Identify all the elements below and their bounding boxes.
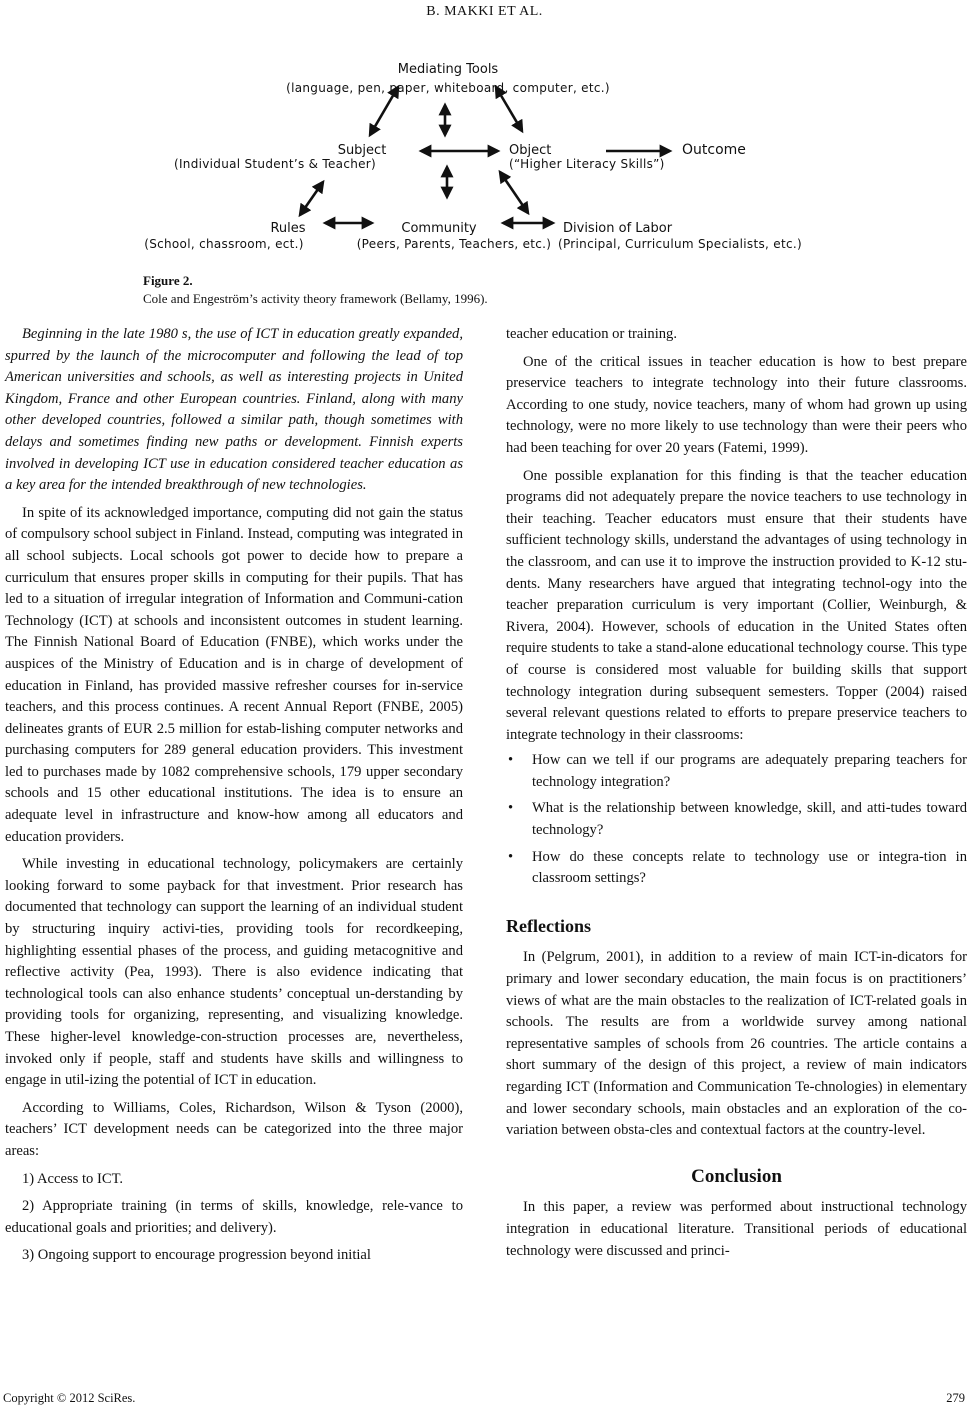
bullet-icon: • xyxy=(508,848,514,865)
section-heading-conclusion: Conclusion xyxy=(691,1165,782,1187)
section-heading-reflections: Reflections xyxy=(506,915,591,936)
list-item-text: How do these concepts relate to technology use or integra-tion in classroom settings? xyxy=(532,848,967,887)
list-item xyxy=(506,750,967,793)
list-item-access: 1) Access to ICT. xyxy=(22,1170,124,1187)
community-title: Community xyxy=(401,221,477,236)
list-item-support: 3) Ongoing support to encourage progression beyond initial xyxy=(22,1247,371,1264)
running-head: B. MAKKI ET AL. xyxy=(426,4,543,19)
bullet-icon: • xyxy=(508,800,514,817)
page-number: 279 xyxy=(946,1391,965,1405)
community-subtitle: (Peers, Parents, Teachers, etc.) xyxy=(356,237,552,251)
body-paragraph: According to Williams, Coles, Richardson, Wilson & Tyson (2000), teachers’ ICT development needs can be categorized into the three major areas: xyxy=(5,1099,463,1159)
bullet-icon: • xyxy=(508,752,514,769)
body-paragraph: One possible explanation for this finding is that the teacher education programs did not adequately prepare the novice teachers to use technology in their teaching. Teacher educators must ensure that their students have sufficient technology skills, understand the advantages of using technology in the classroom, and can use it to improve the instruction provided to K-12 stu-dents. Many researchers have argued that integrating technol-ogy into the teacher preparation curriculum is very important (Collier, Weinburgh, & Rivera, 2004). However, schools of education in the United States often require students to take a stand-alone educational technology course. This type of course is considered most valuable for building skills that support technology integration during subsequent semesters. Topper (2004) raised several relevant questions related to efforts to prepare preservice teachers to integrate technology in their classrooms: xyxy=(506,467,967,743)
figure-label: Figure 2. xyxy=(143,273,193,288)
intro-paragraph: Beginning in the late 1980 s, the use of ICT in education greatly expanded, spurred by the launch of the microcomputer and following the lead of top American universities and schools, as well as interesting projects in United Kingdom, France and other European countries. Finland, along with many other developed countries, followed a similar path, though sometimes with delays and sometimes finding new paths or development. Finnish experts involved in developing ICT use in education considered teacher education as a key area for the intended breakthrough of new technologies. xyxy=(5,326,463,494)
rules-title: Rules xyxy=(270,221,306,236)
right-column xyxy=(506,324,967,1262)
activity-theory-figure xyxy=(140,55,830,265)
list-item xyxy=(506,798,967,841)
mediating-tools-title: Mediating Tools xyxy=(397,62,499,77)
object-title: Object xyxy=(509,143,552,158)
body-paragraph: While investing in educational technology, policymakers are certainly looking forward to some payback for that investment. Prior research has documented that technology can support the learning of an individual student by structuring inquiry activi-ties, providing tools for recordkeeping, highlighting essential phases of the process, and guiding metacognitive and reflective activity (Pea, 1993). There is also evidence indicating that technological tools can also enhance students’ conceptual un-derstanding by providing tools for organizing, representing, and visualizing knowledge. These higher-level knowledge-con-struction processes are, nevertheless, invoked only if people, staff and students have skills and willingness to engage in util-izing the potential of ICT in education. xyxy=(5,856,463,1089)
body-paragraph: One of the critical issues in teacher education is how to best prepare preservice teachers to integrate technology into their future classrooms. According to one study, novice teachers, many of whom had grown up using technology, were no more likely to use technology than were their peers who had been teaching for over 20 years (Fatemi, 1999). xyxy=(506,353,967,456)
division-of-labor-subtitle: (Principal, Curriculum Specialists, etc.) xyxy=(558,237,802,251)
questions-list xyxy=(506,750,967,890)
left-column xyxy=(5,324,463,1267)
figure-caption xyxy=(143,272,488,308)
figure-caption-text: Cole and Engeström’s activity theory framework (Bellamy, 1996). xyxy=(143,291,488,306)
subject-subtitle: (Individual Student’s & Teacher) xyxy=(173,157,377,171)
object-subtitle: (“Higher Literacy Skills”) xyxy=(509,157,665,171)
list-item xyxy=(506,847,967,890)
body-paragraph: teacher education or training. xyxy=(506,326,677,342)
body-paragraph: In spite of its acknowledged importance, computing did not gain the status of compulsory school subject in Finland. Instead, computing was integrated in all school subjects. Local schools got power to decide how to prepare a curriculum that ensures proper skills in computing for their pupils. That has led to a situation of irregular integration of Information and Communi-cation Technology (ICT) at schools and inconsistent outcomes in student learning. The Finnish National Board of Education (FNBE), which works under the auspices of the Ministry of Education and is in charge of development of education in Finland, has provided massive refresher courses for in-service teachers, and this process continues. A recent Annual Report (FNBE, 2005) delineates grants of EUR 2.5 million for estab-lishing computer networks and purchasing computers for 289 general education providers. This investment led to purchases made by 1082 comprehensive schools, 179 upper secondary schools and 15 other educational institutions. The idea is to ensure an adequate level in infrastructure and know-how among all educators and education providers. xyxy=(5,504,463,845)
body-paragraph: In (Pelgrum, 2001), in addition to a review of main ICT-in-dicators for primary and lower secondary education, the main focus is on practitioners’ views of what are the main obstacles to the realization of ICT-related goals in schools. The results are from a worldwide survey among national representative samples of schools from 26 countries. The article contains a short summary of the design of this project, a review of main indicators regarding ICT (Information and Communication Te-chnologies) in elementary and lower secondary schools, main obstacles and an exploration of the co-variation between obsta-cles and contextual factors at the country-level. xyxy=(506,949,967,1139)
rules-subtitle: (School, chassroom, ect.) xyxy=(144,237,304,251)
division-of-labor-title: Division of Labor xyxy=(563,221,673,236)
arrow-object-division xyxy=(500,172,528,213)
list-item-text: How can we tell if our programs are adequately preparing teachers for technology integration? xyxy=(532,752,967,790)
body-paragraph: In this paper, a review was performed about instructional technology integration in educational literature. Transitional periods of educational technology were discussed and princi- xyxy=(506,1199,967,1259)
activity-theory-diagram xyxy=(140,55,830,265)
mediating-tools-subtitle: (language, pen, paper, whiteboard, computer, etc.) xyxy=(286,81,610,95)
list-item-text: What is the relationship between knowledge, skill, and atti-tudes toward technology? xyxy=(532,800,967,839)
outcome-label: Outcome xyxy=(682,142,746,158)
arrow-subject-rules xyxy=(300,182,323,215)
copyright-footer: Copyright © 2012 SciRes. xyxy=(3,1391,136,1405)
list-item-training: 2) Appropriate training (in terms of skills, knowledge, rele-vance to educational goals and priorities; and delivery). xyxy=(5,1198,463,1236)
subject-title: Subject xyxy=(337,143,387,158)
